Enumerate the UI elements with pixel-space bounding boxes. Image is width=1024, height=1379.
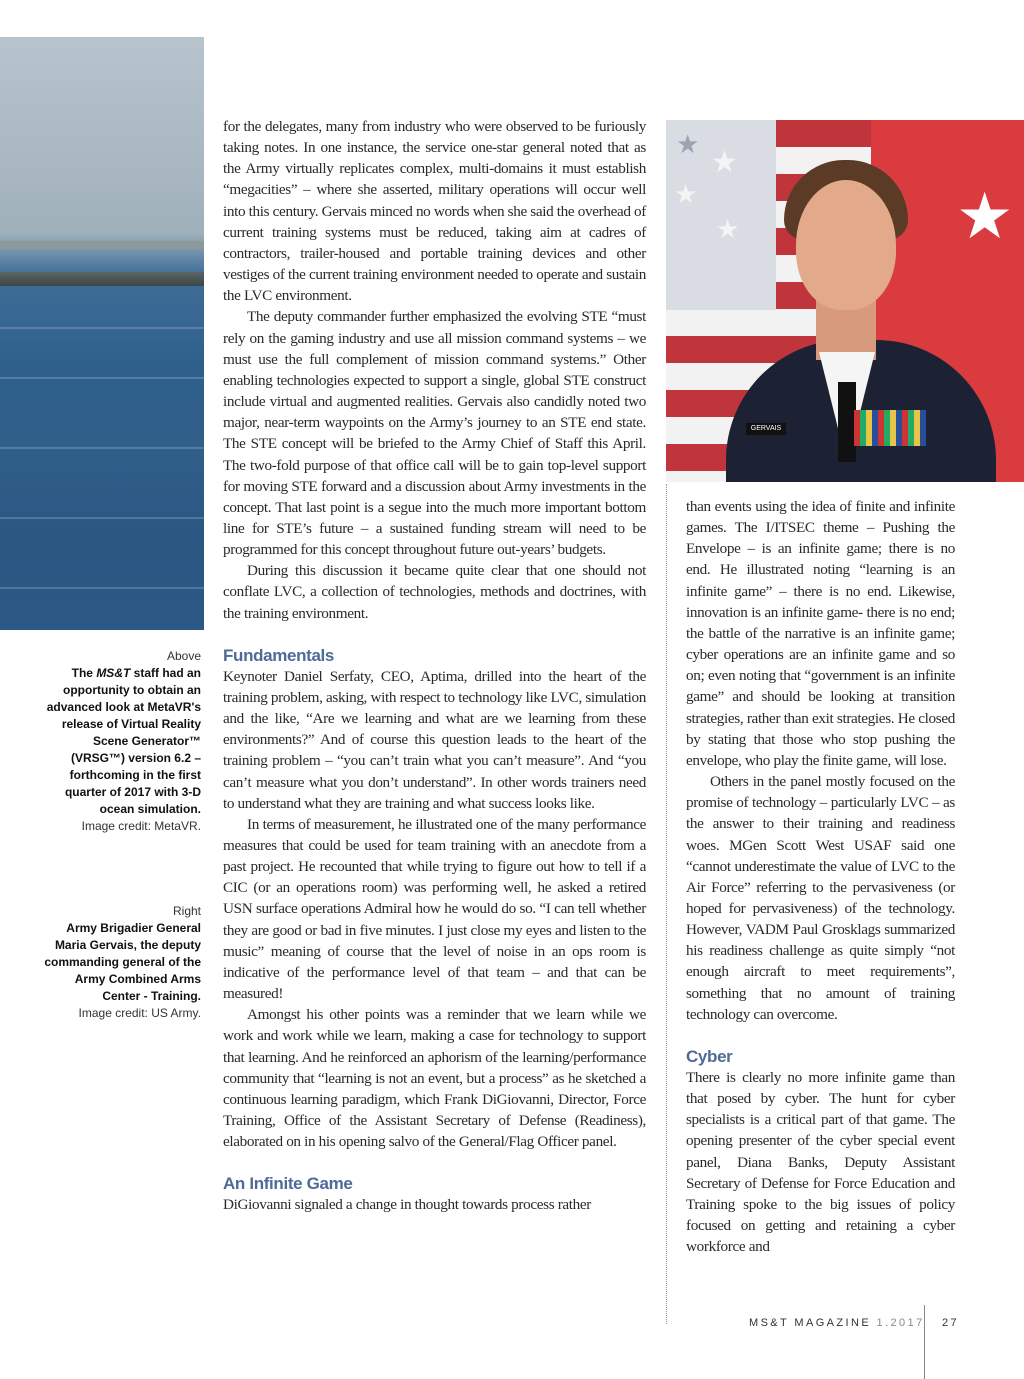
paragraph: The deputy commander further emphasized the evolving STE “must rely on the gaming industry and use all mission command systems – we must use the full complement of mission command systems.” Other enabling technologies expected to support a single, global STE construct include virtual and augmented realities. Gervais also candidly noted two major, near-term waypoints on the Army’s journey to an STE end state. The STE concept will be briefed to the Army Chief of Staff this April. The two-fold purpose of that office call will be to gain top-level support for moving STE forward and a discussion about Army investments in the concept. That last point is a segue into the much more important bottom line for STE’s future – a sustained funding stream will need to be programmed for this concept throughout future out-years’ budgets. bbox=[223, 308, 646, 559]
caption-above-italic: MS&T bbox=[96, 666, 131, 680]
page-number: 27 bbox=[942, 1317, 960, 1329]
footer-magazine bbox=[749, 1317, 925, 1329]
face bbox=[796, 180, 896, 310]
paragraph: Others in the panel mostly focused on the promise of technology – particularly LVC – as the answer to their training and readiness woes. MGen Scott West USAF said one “cannot underestimate the value of LVC to the Air Force” referring to the pervasiveness (or hoped for pervasiveness) of the technology. However, VADM Paul Grosklags summarized his readiness challenge as quite simply “not enough aircraft to meet requirements”, something that no amount of training technology can overcome. bbox=[686, 773, 955, 1023]
article-column-1 bbox=[223, 116, 646, 1216]
issue-number: 1.2017 bbox=[876, 1317, 925, 1329]
magazine-name: MS&T MAGAZINE bbox=[749, 1317, 872, 1329]
distant-shoreline bbox=[0, 241, 204, 249]
paragraph: for the delegates, many from industry who were observed to be furiously taking notes. In one instance, the service one-star general noted that as the Army virtually replicates complex, multi-domains it must establish “megacities” – where she asserted, military operations will occur well into this century. Gervais minced no words when she said the overhead of current training systems must be reduced, taking aim at cadres of contractors, trailer-housed and portable training devices and other vestiges of the current training environment needed to operate and sustain the LVC environment. bbox=[223, 118, 646, 305]
section-heading-cyber: Cyber bbox=[686, 1046, 733, 1066]
caption-above-label: Above bbox=[166, 649, 201, 663]
paragraph: than events using the idea of finite and infinite games. The I/ITSEC theme – Pushing the Envelope – is an infinite game; there is no end. He illustrated noting “learning is an infinite game” – there is no end. Likewise, innovation is an infinite game- there is no end; the battle of the narrative is an infinite game; cyber operations are an infinite game and so on; even noting that “government is an infinite game” and should be looking at transition strategies, rather than exit strategies. He closed by stating that those who stop pushing the envelope, who play the finite game, will lose. bbox=[686, 498, 955, 769]
paragraph: Amongst his other points was a reminder that we learn while we work and work while we learn, making a case for technology to support that learning. And he reinforced an aphorism of the learning/performance community that “learning is not an event, but a process” as he sketched a continuous learning paradigm, which Frank DiGiovanni, Director, Force Training, Office of the Assistant Secretary of Defense (Readiness), elaborated on in his opening salvo of the General/Flag Officer panel. bbox=[223, 1006, 646, 1151]
star-icon: ★ bbox=[674, 180, 698, 210]
wave-line bbox=[0, 327, 204, 329]
caption-above-text bbox=[40, 665, 201, 818]
nametag: GERVAIS bbox=[746, 423, 786, 435]
breakwater bbox=[0, 272, 204, 286]
paragraph: There is clearly no more infinite game than that posed by cyber. The hunt for cyber specialists is a critical part of that game. The opening presenter of the cyber special event panel, Diana Banks, Deputy Assistant Secretary of Defense for Force Education and Training spoke to the big issues of policy focused on getting and retaining a cyber workforce and bbox=[686, 1068, 955, 1256]
wave-line bbox=[0, 517, 204, 519]
column-divider bbox=[666, 484, 667, 1324]
ocean-simulation-image bbox=[0, 37, 204, 630]
star-icon: ★ bbox=[711, 145, 738, 180]
wave-line bbox=[0, 377, 204, 379]
caption-above-body: staff had an opportunity to obtain an advanced look at MetaVR's release of Virtual Reality Scene Generator™ (VRSG™) version 6.2 – forthcoming in the first quarter of 2017 with 3-D ocean simulation. bbox=[46, 666, 201, 816]
section-heading-fundamentals: Fundamentals bbox=[223, 645, 335, 665]
section-heading-infinite-game: An Infinite Game bbox=[223, 1174, 353, 1194]
caption-above-prefix: The bbox=[71, 666, 97, 680]
caption-right-credit: Image credit: US Army. bbox=[78, 1006, 201, 1020]
article-column-2 bbox=[686, 496, 955, 1257]
star-icon: ★ bbox=[716, 215, 740, 245]
paragraph: Keynoter Daniel Serfaty, CEO, Aptima, drilled into the heart of the training problem, asking, with respect to technology like LVC, simulation and the like, “Are we learning and what are we learning from these environments?” And of course this question leads to the heart of the training problem – “you can’t train what you can’t measure”. And “you can’t measure what you don’t understand”. In other words trainers need to understand what they are training and what success looks like. bbox=[223, 667, 646, 812]
footer-rule bbox=[924, 1305, 925, 1379]
caption-right-label: Right bbox=[172, 904, 201, 918]
star-icon: ★ bbox=[956, 180, 1014, 254]
paragraph: During this discussion it became quite clear that one should not conflate LVC, a collection of technologies, methods and doctrines, with the training environment. bbox=[223, 562, 646, 622]
caption-above bbox=[40, 648, 201, 835]
ribbon-rack bbox=[854, 410, 926, 446]
caption-right bbox=[40, 903, 201, 1022]
portrait-photo bbox=[666, 120, 1024, 482]
paragraph: DiGiovanni signaled a change in thought towards process rather bbox=[223, 1196, 592, 1214]
caption-right-text: Army Brigadier General Maria Gervais, the deputy commanding general of the Army Combined Arms Center - Training. bbox=[44, 921, 201, 1003]
paragraph: In terms of measurement, he illustrated one of the many performance measures that could be used for team training with an anecdote from a past project. He recounted that while trying to figure out how to tell if a CIC (or an operations room) was performing well, he asked a retired USN surface operations Admiral how he would do so. “I can tell whether they are good or bad in five minutes. I just close my eyes and listen to the music” meaning of course that the level of noise in an ops room is indicative of the performance level of that team – and that can be measured! bbox=[223, 815, 646, 1003]
wave-line bbox=[0, 587, 204, 589]
caption-above-credit: Image credit: MetaVR. bbox=[81, 819, 201, 833]
star-icon: ★ bbox=[676, 130, 700, 160]
wave-line bbox=[0, 447, 204, 449]
